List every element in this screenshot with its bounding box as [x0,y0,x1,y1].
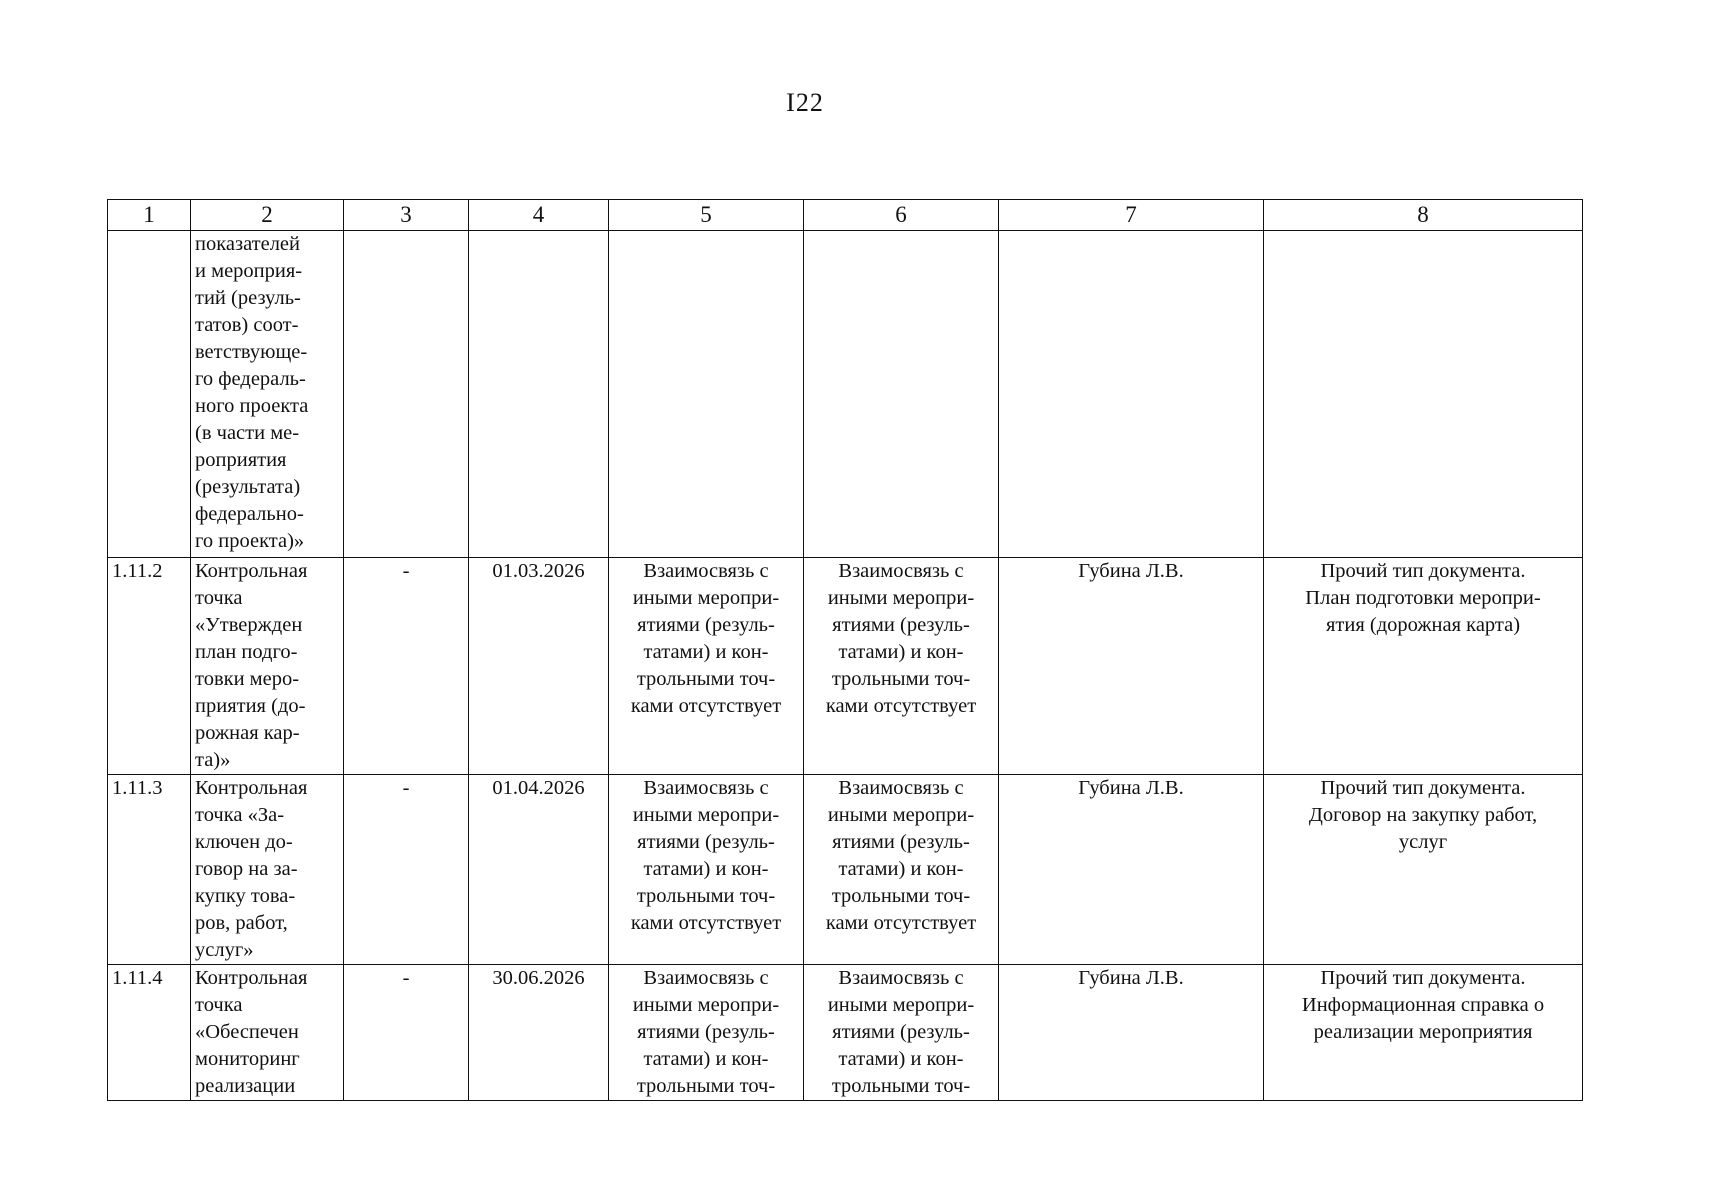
column-header: 2 [191,200,344,231]
cell-col3: - [344,775,469,965]
cell-date: 30.06.2026 [469,965,609,1101]
table-row [108,558,1583,775]
cell-col3: - [344,965,469,1101]
header-row [108,200,1583,231]
cell-number [108,231,191,558]
column-header: 8 [1264,200,1583,231]
cell-document: Прочий тип документа. Информационная справка о реализации мероприятия [1264,965,1583,1101]
plan-table [107,199,1583,1101]
cell-date: 01.04.2026 [469,775,609,965]
cell-number: 1.11.3 [108,775,191,965]
cell-document: Прочий тип документа. Договор на закупку работ, услуг [1264,775,1583,965]
cell-name: Контрольная точка «За- ключен до- говор на за- купку това- ров, работ, услуг» [191,775,344,965]
cell-responsible: Губина Л.В. [999,775,1264,965]
cell-date [469,231,609,558]
cell-col6: Взаимосвязь с иными меропри- ятиями (резуль- татами) и кон- трольными точ- ками отсутствует [804,775,999,965]
cell-col5 [609,231,804,558]
column-header: 6 [804,200,999,231]
cell-col6 [804,231,999,558]
cell-number: 1.11.2 [108,558,191,775]
cell-document: Прочий тип документа. План подготовки меропри- ятия (дорожная карта) [1264,558,1583,775]
cell-document [1264,231,1583,558]
table-row [108,965,1583,1101]
cell-responsible [999,231,1264,558]
table-row-continuation [108,231,1583,558]
cell-col5: Взаимосвязь с иными меропри- ятиями (резуль- татами) и кон- трольными точ- [609,965,804,1101]
table-row [108,775,1583,965]
column-header: 1 [108,200,191,231]
cell-date: 01.03.2026 [469,558,609,775]
column-header: 5 [609,200,804,231]
column-header: 4 [469,200,609,231]
column-header: 7 [999,200,1264,231]
cell-col5: Взаимосвязь с иными меропри- ятиями (резуль- татами) и кон- трольными точ- ками отсутствует [609,775,804,965]
cell-name: Контрольная точка «Утвержден план подго- товки меро- приятия (до- рожная кар- та)» [191,558,344,775]
cell-responsible: Губина Л.В. [999,558,1264,775]
cell-col6: Взаимосвязь с иными меропри- ятиями (резуль- татами) и кон- трольными точ- ками отсутствует [804,558,999,775]
cell-col5: Взаимосвязь с иными меропри- ятиями (резуль- татами) и кон- трольными точ- ками отсутствует [609,558,804,775]
cell-col3: - [344,558,469,775]
page-number: I22 [786,88,824,117]
cell-col6: Взаимосвязь с иными меропри- ятиями (резуль- татами) и кон- трольными точ- [804,965,999,1101]
cell-name: Контрольная точка «Обеспечен мониторинг реализации [191,965,344,1101]
cell-col3 [344,231,469,558]
cell-name: показателей и мероприя- тий (резуль- татов) соот- ветствующе- го федераль- ного проекта (в части ме- роприятия (результата) федерально- го проекта)» [191,231,344,558]
column-header: 3 [344,200,469,231]
cell-responsible: Губина Л.В. [999,965,1264,1101]
cell-number: 1.11.4 [108,965,191,1101]
